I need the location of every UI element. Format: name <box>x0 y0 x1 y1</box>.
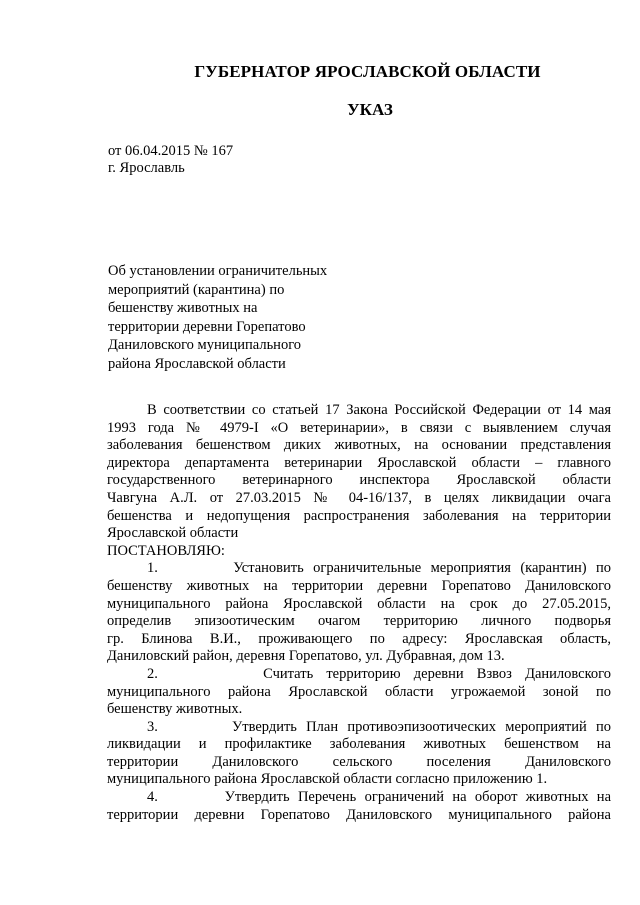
subject-line: Об установлении ограничительных <box>108 263 328 279</box>
decree-date-number: от 06.04.2015 № 167 <box>108 143 234 159</box>
item-first-line <box>107 666 611 684</box>
subject-line: территории деревни Горепатово <box>108 318 306 335</box>
item-line: гр. Блинова В.И., проживающего по адресу: Ярославская область, <box>107 630 611 647</box>
item-line: ликвидации и профилактике заболевания животных бешенством на <box>107 736 611 753</box>
item-line: бешенству животных на территории деревни Горепатово Даниловского <box>107 577 611 594</box>
item-line: территории Даниловского сельского поселения Даниловского <box>107 753 611 770</box>
item-line: муниципального района Ярославской области на срок до 27.05.2015, <box>107 595 611 612</box>
decree-item-3 <box>107 719 611 789</box>
item-text: Утвердить План противоэпизоотических мероприятий по <box>231 718 611 735</box>
item-number: 2. <box>147 665 158 682</box>
item-line: муниципального района Ярославской области угрожаемой зоной по <box>107 683 611 700</box>
decree-body <box>107 402 611 824</box>
preamble-line: В соответствии со статьей 17 Закона Российской Федерации от 14 мая <box>147 402 611 418</box>
item-line: территории деревни Горепатово Даниловского муниципального района <box>107 806 611 823</box>
subject-line: района Ярославской области <box>108 355 286 372</box>
item-line: муниципального района Ярославской области согласно приложению 1. <box>107 771 548 788</box>
governor-title: ГУБЕРНАТОР ЯРОСЛАВСКОЙ ОБЛАСТИ <box>194 62 541 81</box>
preamble <box>107 402 611 543</box>
preamble-line: 1993 года № 4979-I «О ветеринарии», в связи с выявлением случая <box>107 419 611 436</box>
preamble-line: государственного ветеринарного инспектора Ярославской области <box>107 472 611 489</box>
decree-item-4 <box>107 789 611 824</box>
item-line: Даниловский район, деревня Горепатово, ул. Дубравная, дом 13. <box>107 648 505 665</box>
decree-item-2 <box>107 666 611 719</box>
item-text: Утвердить Перечень ограничений на оборот животных на <box>224 789 611 806</box>
decree-city: г. Ярославль <box>108 160 185 176</box>
item-line: определив эпизоотическим очагом территорию личного подворья <box>107 613 611 630</box>
item-first-line <box>107 719 611 737</box>
item-first-line <box>107 560 611 578</box>
item-first-line <box>107 789 611 807</box>
subject-line: мероприятий (карантина) по <box>108 281 285 298</box>
item-line: бешенству животных. <box>107 701 243 718</box>
decree-heading: УКАЗ <box>347 100 393 119</box>
item-number: 4. <box>147 789 158 806</box>
preamble-line: Чавгуна А.Л. от 27.03.2015 № 04-16/137, в целях ликвидации очага <box>107 489 611 506</box>
decree-subject <box>108 262 408 374</box>
item-text: Установить ограничительные мероприятия (карантин) по <box>233 560 611 577</box>
preamble-line: директора департамента ветеринарии Ярославской области – главного <box>107 454 611 471</box>
resolve-word: ПОСТАНОВЛЯЮ: <box>107 542 225 559</box>
item-number: 3. <box>147 718 158 735</box>
preamble-line: бешенства и недопущения распространения заболевания на территории <box>107 507 611 524</box>
item-number: 1. <box>147 560 158 577</box>
decree-item-1 <box>107 560 611 666</box>
item-text: Считать территорию деревни Взвоз Даниловского <box>263 665 611 682</box>
preamble-line: заболевания бешенством диких животных, на основании представления <box>107 437 611 454</box>
subject-line: бешенству животных на <box>108 300 258 317</box>
subject-line: Даниловского муниципального <box>108 337 302 354</box>
preamble-line: Ярославской области <box>107 525 239 542</box>
